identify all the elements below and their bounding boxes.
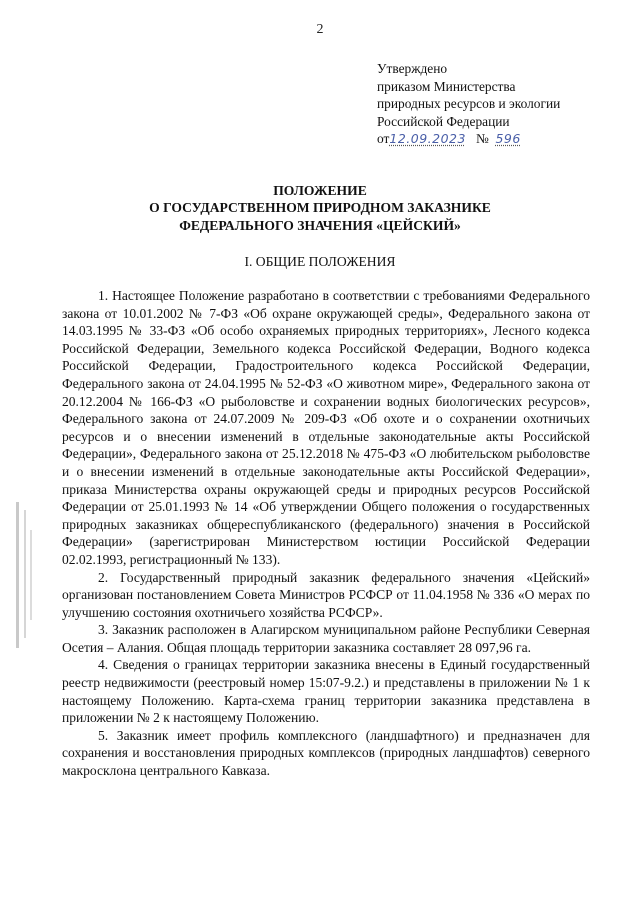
document-title [0, 182, 640, 234]
margin-stamp-icon [10, 500, 38, 650]
paragraph: 5. Заказник имеет профиль комплексного (ландшафтного) и предназначен для сохранения и восстановления природных комплексов (природных ландшафтов) северного макросклона центрального Кавказа. [62, 727, 590, 779]
title-line: ФЕДЕРАЛЬНОГО ЗНАЧЕНИЯ «ЦЕЙСКИЙ» [179, 217, 461, 233]
title-line: ПОЛОЖЕНИЕ [273, 183, 367, 198]
paragraph: 1. Настоящее Положение разработано в соответствии с требованиями Федерального закона от 10.01.2002 № 7-ФЗ «Об охране окружающей среды», Федерального закона от 14.03.1995 № 33-ФЗ «Об особо охраняемых природных территориях», Лесного кодекса Российской Федерации, Земельного кодекса Российской Федерации, Водного кодекса Российской Федерации, Градостроительного кодекса Российской Федерации, Федерального закона от 24.04.1995 № 52-ФЗ «О животном мире», Федерального закона от 20.12.2004 № 166-ФЗ «О рыболовстве и сохранении водных биологических ресурсов», Федерального закона от 24.07.2009 № 209-ФЗ «Об охоте и о сохранении охотничьих ресурсов и о внесении изменений в отдельные законодательные акты Российской Федерации», Федерального закона от 25.12.2018 № 475-ФЗ «О любительском рыболовстве и о внесении изменений в отдельные законодательные акты Российской Федерации», приказа Министерства охраны окружающей среды и природных ресурсов Российской Федерации от 25.01.1993 № 14 «Об утверждении Общего положения о государственных природных заказниках общереспубликанского (федерального) значения в Российской Федерации» (зарегистрирован Министерством юстиции Российской Федерации 02.02.1993, регистрационный № 133). [62, 288, 590, 567]
section-heading: I. ОБЩИЕ ПОЛОЖЕНИЯ [244, 254, 396, 269]
paragraph: 3. Заказник расположен в Алагирском муниципальном районе Республики Северная Осетия – Алания. Общая площадь территории заказника составляет 28 097,96 га. [62, 622, 590, 655]
paragraph: 4. Сведения о границах территории заказника внесены в Единый государственный реестр недвижимости (реестровый номер 15:07-9.2.) и представлены в приложении № 1 к настоящему Положению. Карта-схема границ территории заказника представлена в приложении № 2 к настоящему Положению. [62, 657, 590, 726]
title-line: О ГОСУДАРСТВЕННОМ ПРИРОДНОМ ЗАКАЗНИКЕ [149, 200, 491, 216]
approval-line: Российской Федерации [377, 113, 510, 129]
page-number: 2 [316, 22, 324, 37]
document-body [62, 287, 590, 780]
date-prefix: от [377, 131, 390, 147]
number-prefix: № [476, 131, 489, 147]
approval-line: Утверждено [377, 61, 448, 76]
approval-block [377, 60, 627, 148]
approval-line: природных ресурсов и экологии [377, 96, 561, 112]
approval-date-line [377, 130, 627, 148]
approval-line: приказом Министерства [377, 78, 516, 94]
order-number: 596 [495, 131, 521, 147]
paragraph: 2. Государственный природный заказник федерального значения «Цейский» организован постановлением Совета Министров РСФСР от 11.04.1958 № 336 «О мерах по улучшению состояния охотничьего хозяйства РСФСР». [62, 569, 590, 620]
order-date: 12.09.2023 [389, 131, 466, 147]
